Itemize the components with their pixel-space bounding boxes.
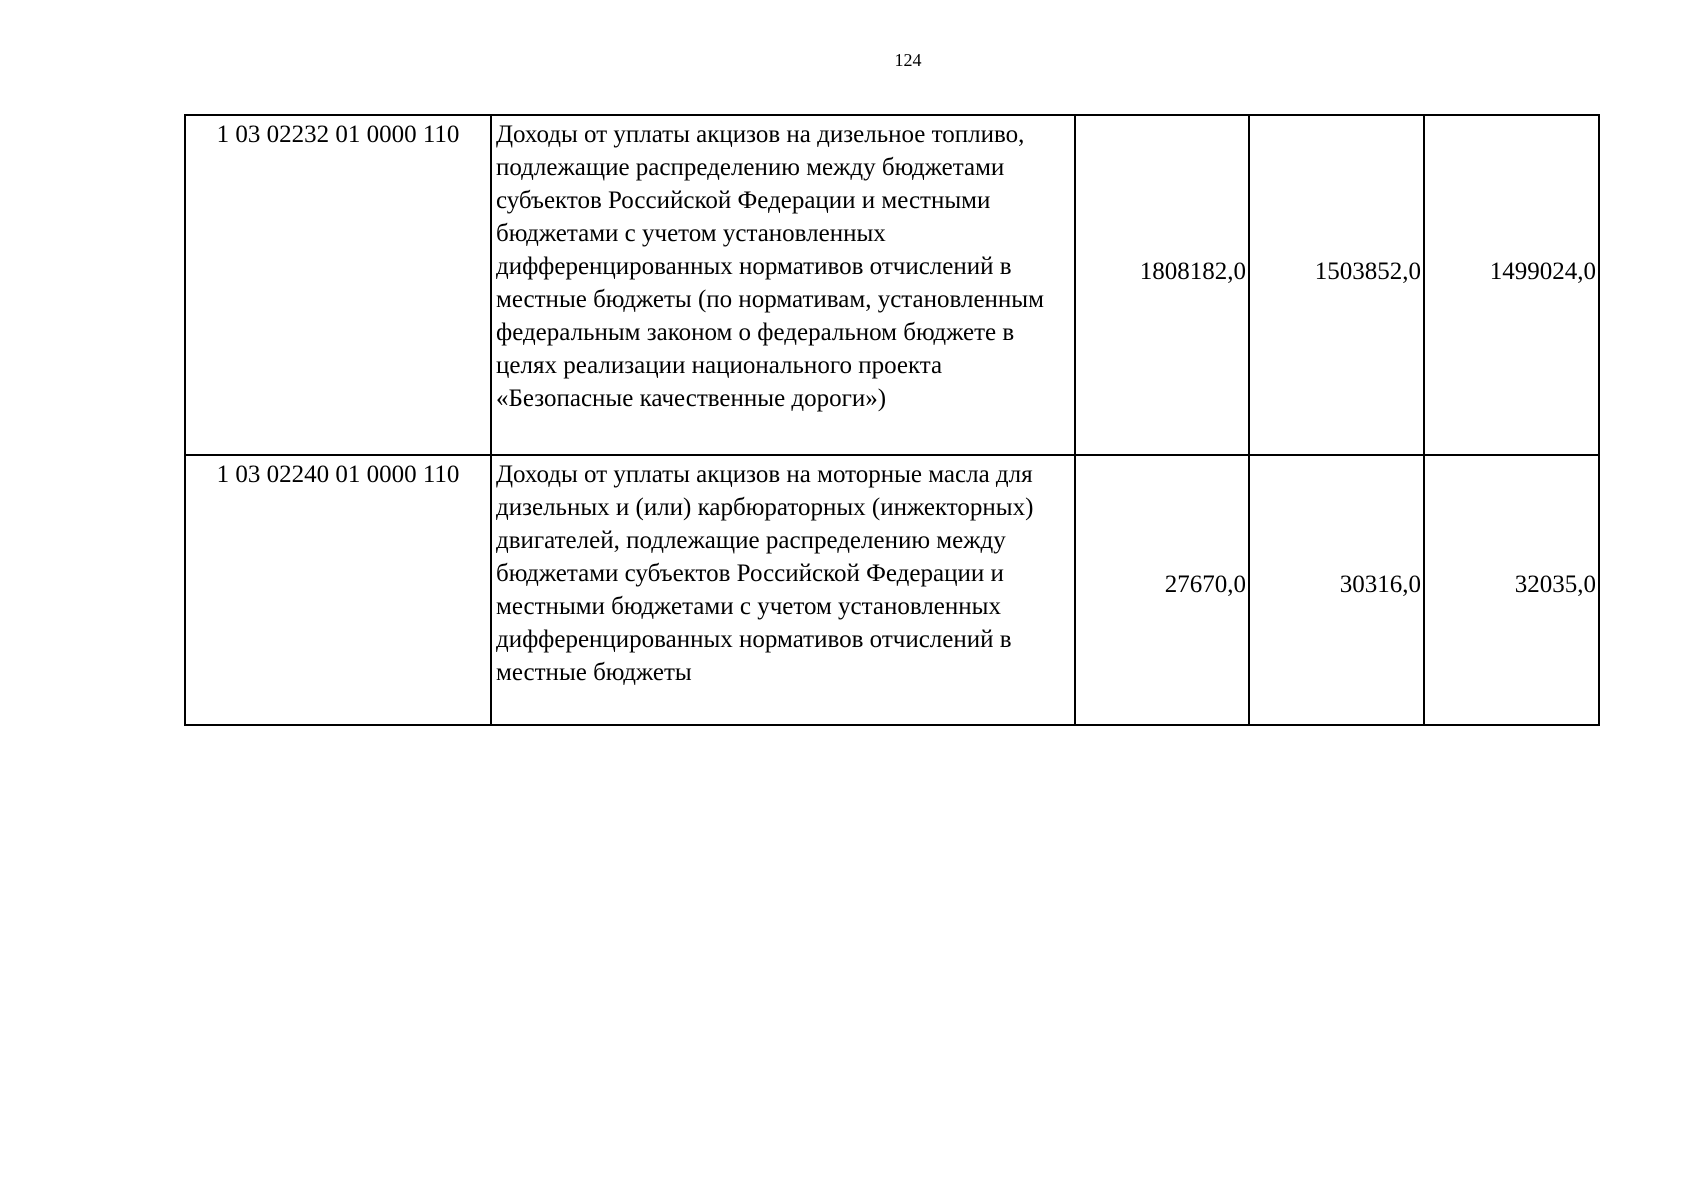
value-cell-year-3: 1499024,0 <box>1424 115 1599 455</box>
page-number: 124 <box>894 50 922 70</box>
value-cell-year-1: 1808182,0 <box>1075 115 1249 455</box>
value-cell-year-2: 30316,0 <box>1249 455 1424 725</box>
table-row <box>185 115 1599 455</box>
value-cell-year-3: 32035,0 <box>1424 455 1599 725</box>
description-cell: Доходы от уплаты акцизов на дизельное топливо, подлежащие распределению между бюджетами субъектов Российской Федерации и местными бюджетами с учетом установленных дифференцированных нормативов отчислений в местные бюджеты (по нормативам, установленным федеральным законом о федеральном бюджете в целях реализации национального проекта «Безопасные качественные дороги») <box>491 115 1075 455</box>
value-cell-year-1: 27670,0 <box>1075 455 1249 725</box>
revenue-table <box>184 114 1600 726</box>
budget-code-cell: 1 03 02232 01 0000 110 <box>185 115 491 455</box>
value-cell-year-2: 1503852,0 <box>1249 115 1424 455</box>
description-cell: Доходы от уплаты акцизов на моторные масла для дизельных и (или) карбюраторных (инжекторных) двигателей, подлежащие распределению между бюджетами субъектов Российской Федерации и местными бюджетами с учетом установленных дифференцированных нормативов отчислений в местные бюджеты <box>491 455 1075 725</box>
table-row <box>185 455 1599 725</box>
budget-code-cell: 1 03 02240 01 0000 110 <box>185 455 491 725</box>
